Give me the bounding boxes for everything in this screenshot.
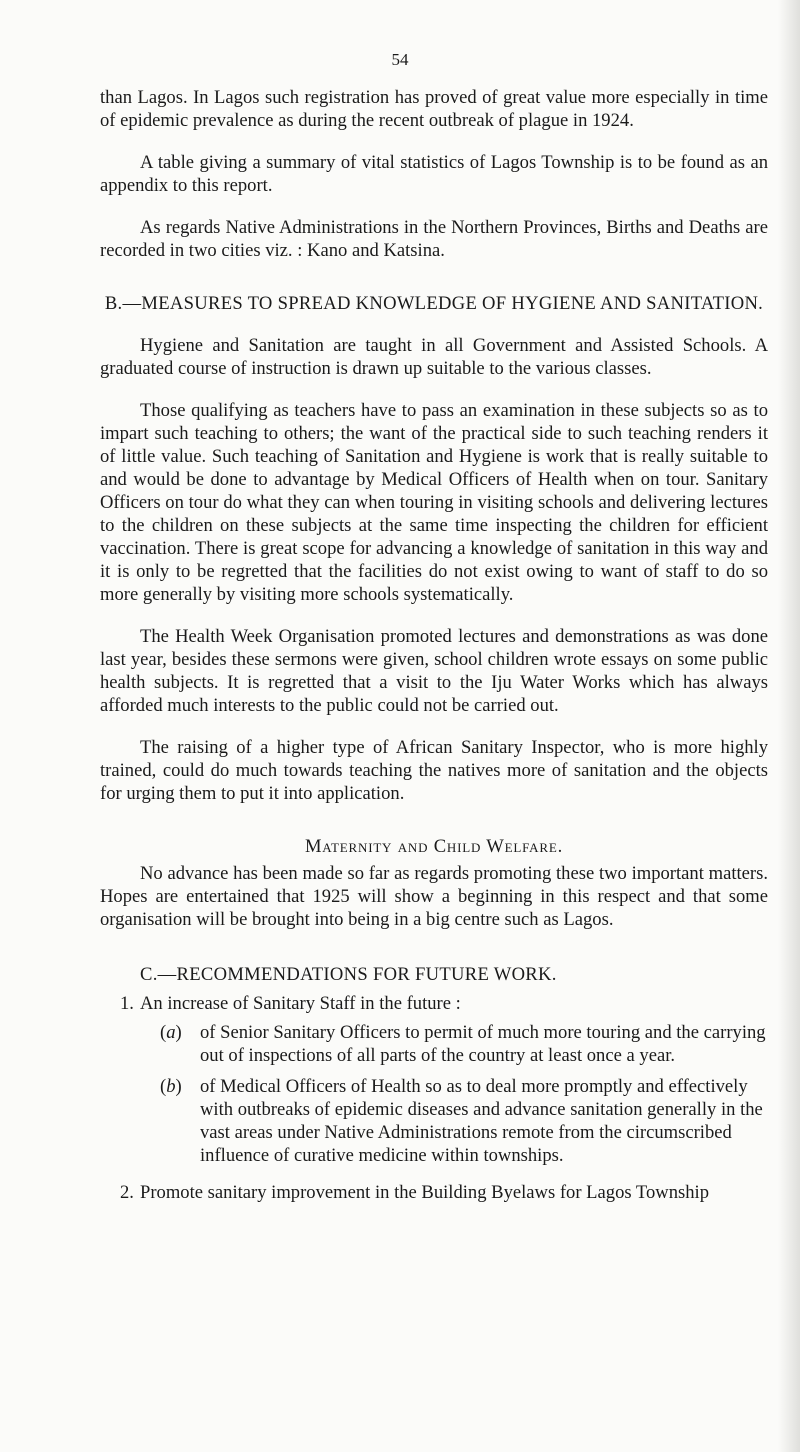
recommendation-item	[100, 992, 768, 1015]
document-body	[100, 86, 768, 1210]
page-number: 54	[391, 50, 409, 69]
recommendation-number: 2.	[120, 1182, 134, 1203]
paragraph-hygiene-taught: Hygiene and Sanitation are taught in all Government and Assisted Schools. A graduated course of instruction is drawn up suitable to the various classes.	[100, 335, 768, 379]
recommendation-item	[100, 1181, 768, 1204]
recommendation-subitem	[100, 1021, 768, 1067]
paragraph-native-administrations: As regards Native Administrations in the Northern Provinces, Births and Deaths are recorded in two cities viz. : Kano and Katsina.	[100, 217, 768, 261]
recommendation-number: 1.	[120, 993, 134, 1014]
paragraph-teachers: Those qualifying as teachers have to pass an examination in these subjects so as to impart such teaching to others; the want of the practical side to such teaching renders it of little value. Such teaching of Sanitation and Hygiene is work that is really suitable to and would be done to advantage by Medical Officers of Health when on tour. Sanitary Officers on tour do what they can when touring in visiting schools and delivering lectures to the children on these subjects at the same time inspecting the children for efficient vaccination. There is great scope for advancing a knowledge of sanitation in this way and it is only to be regretted that the facilities do not exist owing to want of staff to do so more generally by visiting more schools systematically.	[100, 400, 768, 605]
paragraph-maternity: No advance has been made so far as regards promoting these two important matters. Hopes are entertained that 1925 will show a beginning in this respect and that some organisation will be brought into being in a big centre such as Lagos.	[100, 863, 768, 930]
paragraph-sanitary-inspector: The raising of a higher type of African Sanitary Inspector, who is more highly trained, could do much towards teaching the natives more of sanitation and the objects for urging them to put it into application.	[100, 737, 768, 804]
page-edge-shadow	[778, 0, 800, 1452]
recommendation-text: Promote sanitary improvement in the Building Byelaws for Lagos Township	[140, 1182, 710, 1203]
section-c-heading: C.—RECOMMENDATIONS FOR FUTURE WORK.	[140, 964, 557, 985]
subitem-text: of Senior Sanitary Officers to permit of much more touring and the carrying out of inspections of all parts of the country at least once a year.	[200, 1022, 766, 1066]
section-b-heading: B.—MEASURES TO SPREAD KNOWLEDGE OF HYGIENE AND SANITATION.	[104, 293, 764, 314]
maternity-heading: Maternity and Child Welfare.	[304, 836, 564, 857]
recommendation-text: An increase of Sanitary Staff in the future :	[140, 993, 461, 1014]
subitem-text: of Medical Officers of Health so as to deal more promptly and effectively with outbreaks of epidemic diseases and advance sanitation generally in the vast areas under Native Administrations remote from the circumscribed influence of curative medicine within townships.	[200, 1076, 763, 1166]
paragraph-health-week: The Health Week Organisation promoted lectures and demonstrations as was done last year, besides these sermons were given, school children wrote essays on some public health subjects. It is regretted that a visit to the Iju Water Works which has always afforded much interests to the public could not be carried out.	[100, 626, 768, 716]
recommendation-subitem	[100, 1075, 768, 1167]
subitem-label: (b)	[160, 1076, 182, 1097]
subitem-label: (a)	[160, 1022, 182, 1043]
paragraph-vital-statistics: A table giving a summary of vital statistics of Lagos Township is to be found as an appendix to this report.	[100, 152, 768, 196]
paragraph-intro: than Lagos. In Lagos such registration has proved of great value more especially in time of epidemic prevalence as during the recent outbreak of plague in 1924.	[100, 87, 768, 131]
